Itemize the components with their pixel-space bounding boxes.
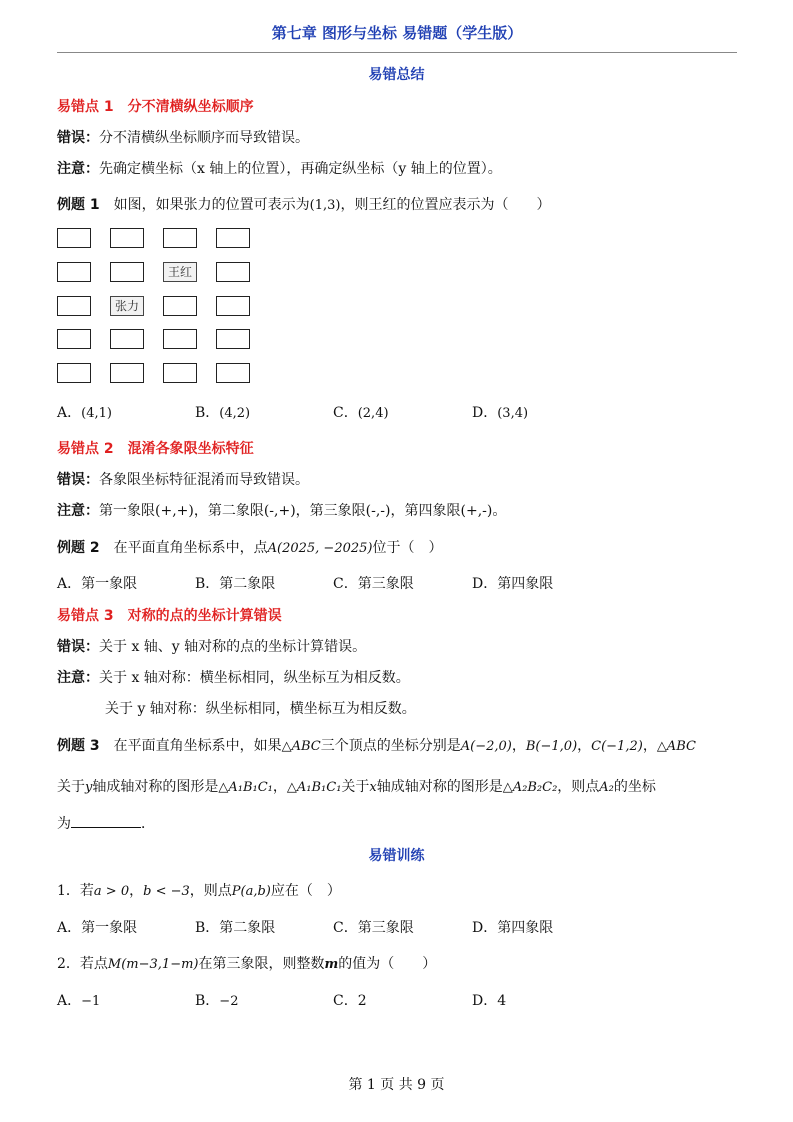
grid-cell <box>216 329 250 349</box>
error-label: 错误： <box>57 130 99 146</box>
question-2-option-b[interactable]: B．−2 <box>195 993 239 1009</box>
example-3-line-1: 例题 3 在平面直角坐标系中，如果△ABC三个顶点的坐标分别是A(−2,0)，B(−1,0)，C(−1,2)，△ABC <box>57 738 696 754</box>
error-text: 分不清横纵坐标顺序而导致错误。 <box>99 130 309 146</box>
grid-cell <box>57 262 91 282</box>
error-label: 错误： <box>57 472 99 488</box>
question-1-option-a[interactable]: A．第一象限 <box>57 920 138 936</box>
question-1: 1．若a > 0，b < −3，则点P(a,b)应在（ ） <box>57 883 341 899</box>
point-2-note <box>57 500 506 520</box>
example-2-text-b: 位于（ ） <box>372 540 443 556</box>
header-divider <box>57 52 737 53</box>
grid-cell <box>163 363 197 383</box>
example-1-question <box>57 194 550 214</box>
grid-cell <box>110 329 144 349</box>
error-text: 各象限坐标特征混淆而导致错误。 <box>99 472 309 488</box>
example-1-option-d[interactable]: D．(3,4) <box>472 405 529 421</box>
point-2-error <box>57 469 309 489</box>
example-1-option-a[interactable]: A．(4,1) <box>57 405 112 421</box>
grid-cell <box>163 228 197 248</box>
point-3-error <box>57 636 366 656</box>
example-2-point: A(2025, −2025) <box>267 541 373 556</box>
summary-title: 易错总结 <box>368 67 425 83</box>
example-2-label: 例题 2 <box>57 540 100 556</box>
grid-cell <box>110 228 144 248</box>
question-2-option-d[interactable]: D．4 <box>472 993 507 1009</box>
point-1-title: 易错点 1 分不清横纵坐标顺序 <box>57 99 254 115</box>
question-2: 2．若点M(m−3,1−m)在第三象限，则整数m的值为（ ） <box>57 956 437 972</box>
page-title: 第七章 图形与坐标 易错题（学生版） <box>271 24 523 42</box>
point-2-title: 易错点 2 混淆各象限坐标特征 <box>57 441 254 457</box>
question-1-option-c[interactable]: C．第三象限 <box>333 920 414 936</box>
example-2-option-c[interactable]: C．第三象限 <box>333 576 414 592</box>
grid-cell-wang-hong: 王红 <box>163 262 197 282</box>
note-text: 先确定横坐标（x 轴上的位置），再确定纵坐标（y 轴上的位置）。 <box>99 161 502 177</box>
note-label: 注意： <box>57 503 99 519</box>
grid-cell <box>57 228 91 248</box>
grid-cell <box>216 363 250 383</box>
grid-cell <box>57 296 91 316</box>
note-text: 第一象限(+,+)，第二象限(-,+)，第三象限(-,-)，第四象限(+,-)。 <box>99 503 507 519</box>
example-2-option-a[interactable]: A．第一象限 <box>57 576 138 592</box>
error-text: 关于 x 轴、y 轴对称的点的坐标计算错误。 <box>99 639 367 655</box>
grid-cell <box>110 363 144 383</box>
note-text: 关于 x 轴对称：横坐标相同，纵坐标互为相反数。 <box>99 670 410 686</box>
error-label: 错误： <box>57 639 99 655</box>
grid-cell <box>57 363 91 383</box>
grid-cell-zhang-li: 张力 <box>110 296 144 316</box>
grid-cell <box>163 296 197 316</box>
point-3-note-2: 关于 y 轴对称：纵坐标相同，横坐标互为相反数。 <box>105 701 416 717</box>
question-2-option-a[interactable]: A．−1 <box>57 993 101 1009</box>
example-3-line-3: 为 ． <box>57 813 155 833</box>
example-2-text-a: 在平面直角坐标系中，点 <box>113 540 268 556</box>
grid-cell <box>110 262 144 282</box>
page-footer: 第 1 页 共 9 页 <box>348 1077 445 1093</box>
example-1-option-c[interactable]: C．(2,4) <box>333 405 389 421</box>
grid-cell <box>163 329 197 349</box>
example-1-text-a: 如图，如果张力的位置可表示为 <box>113 197 310 213</box>
example-3-label: 例题 3 <box>57 738 100 754</box>
example-2-option-d[interactable]: D．第四象限 <box>472 576 554 592</box>
question-1-option-d[interactable]: D．第四象限 <box>472 920 554 936</box>
note-label: 注意： <box>57 161 99 177</box>
grid-cell <box>216 262 250 282</box>
point-1-note <box>57 158 502 178</box>
point-3-note <box>57 667 410 687</box>
example-1-coord: (1,3) <box>309 198 341 213</box>
question-2-option-c[interactable]: C．2 <box>333 993 367 1009</box>
example-1-text-b: ，则王红的位置应表示为（ ） <box>340 197 551 213</box>
grid-cell <box>216 228 250 248</box>
point-1-error <box>57 127 309 147</box>
example-2-question <box>57 537 442 557</box>
grid-cell <box>216 296 250 316</box>
example-2-option-b[interactable]: B．第二象限 <box>195 576 276 592</box>
example-1-option-b[interactable]: B．(4,2) <box>195 405 251 421</box>
example-3-line-2: 关于y轴成轴对称的图形是△A₁B₁C₁，△A₁B₁C₁关于x轴成轴对称的图形是△A₂B₂C₂，则点A₂的坐标 <box>57 779 656 795</box>
answer-blank[interactable] <box>71 813 141 828</box>
example-1-label: 例题 1 <box>57 197 100 213</box>
grid-cell <box>57 329 91 349</box>
question-1-option-b[interactable]: B．第二象限 <box>195 920 276 936</box>
point-3-title: 易错点 3 对称的点的坐标计算错误 <box>57 608 282 624</box>
note-label: 注意： <box>57 670 99 686</box>
training-title: 易错训练 <box>368 848 425 864</box>
